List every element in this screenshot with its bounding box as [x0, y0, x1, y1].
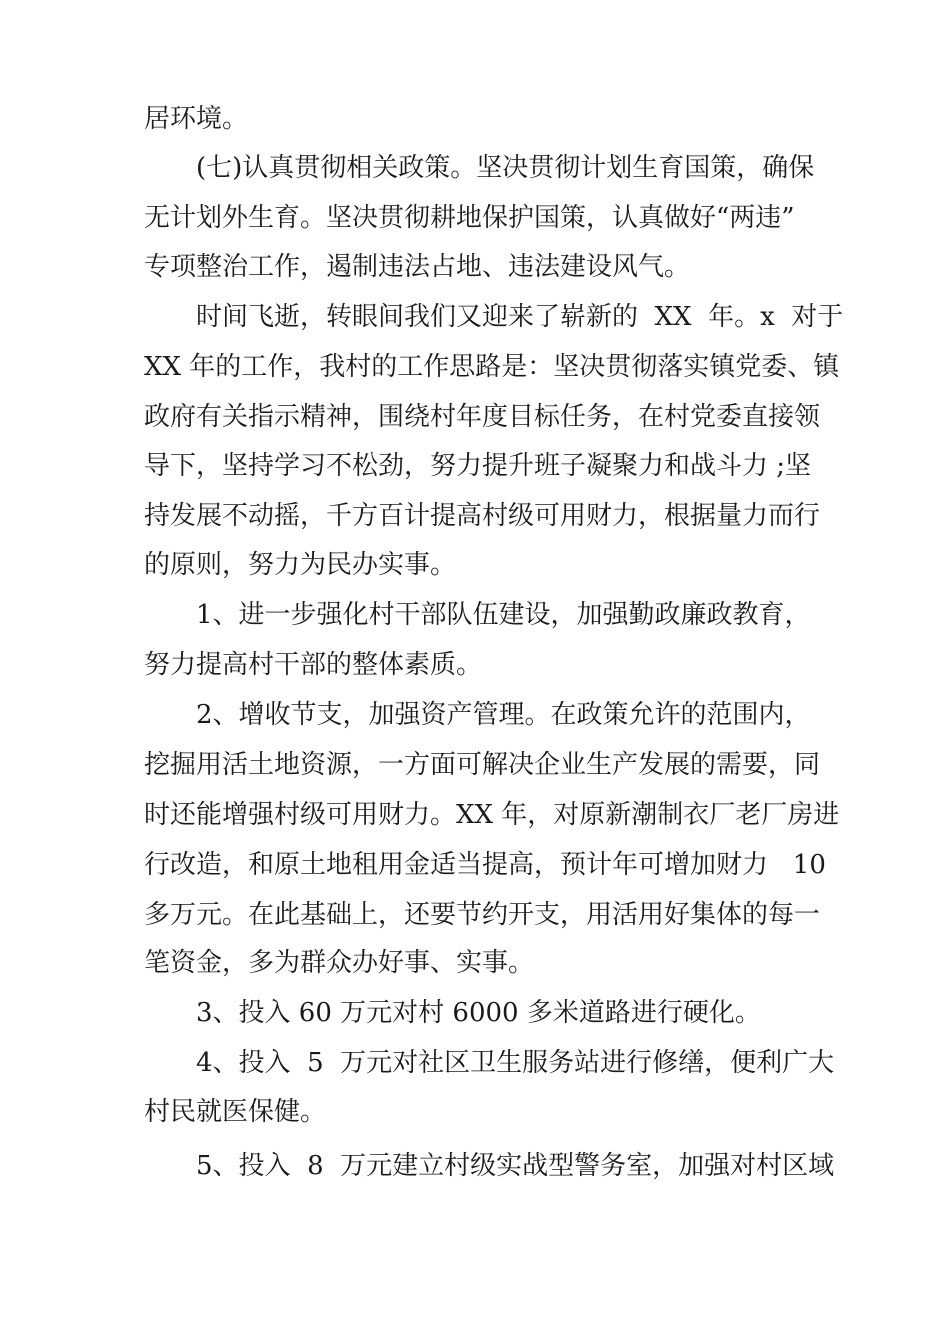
text-line: 政府有关指示精神，围绕村年度目标任务，在村党委直接领: [144, 402, 821, 432]
text-line: 4、投入 5 万元对社区卫生服务站进行修缮，便利广大: [196, 1048, 835, 1078]
text-line: (七)认真贯彻相关政策。坚决贯彻计划生育国策，确保: [196, 153, 815, 183]
text-line: 居环境。: [144, 104, 249, 134]
text-line: 村民就医保健。: [144, 1097, 327, 1127]
text-line: 5、投入 8 万元建立村级实战型警务室，加强对村区域: [196, 1151, 835, 1181]
text-line: 专项整治工作，遏制违法占地、违法建设风气。: [144, 252, 691, 282]
text-line: 多万元。在此基础上，还要节约开支，用活用好集体的每一: [144, 900, 821, 930]
text-line: 挖掘用活土地资源，一方面可解决企业生产发展的需要，同: [144, 750, 821, 780]
text-line: 时还能增强村级可用财力。XX 年，对原新潮制衣厂老厂房进: [144, 800, 840, 830]
text-line: 行改造，和原土地租用金适当提高，预计年可增加财力 10: [144, 850, 826, 880]
text-line: 导下，坚持学习不松劲，努力提升班子凝聚力和战斗力 ;坚: [144, 451, 812, 481]
text-line: 时间飞逝，转眼间我们又迎来了崭新的 XX 年。x 对于: [196, 302, 844, 332]
text-line: 2、增收节支，加强资产管理。在政策允许的范围内，: [196, 700, 811, 730]
text-line: 3、投入 60 万元对村 6000 多米道路进行硬化。: [196, 998, 761, 1028]
text-line: 1、进一步强化村干部队伍建设，加强勤政廉政教育，: [196, 600, 811, 630]
text-line: 无计划外生育。坚决贯彻耕地保护国策，认真做好“两违”: [144, 203, 795, 233]
text-line: 笔资金，多为群众办好事、实事。: [144, 948, 535, 978]
text-line: XX 年的工作，我村的工作思路是：坚决贯彻落实镇党委、镇: [144, 352, 840, 382]
text-line: 持发展不动摇，千方百计提高村级可用财力，根据量力而行: [144, 501, 821, 531]
text-line: 努力提高村干部的整体素质。: [144, 650, 483, 680]
text-line: 的原则，努力为民办实事。: [144, 550, 457, 580]
